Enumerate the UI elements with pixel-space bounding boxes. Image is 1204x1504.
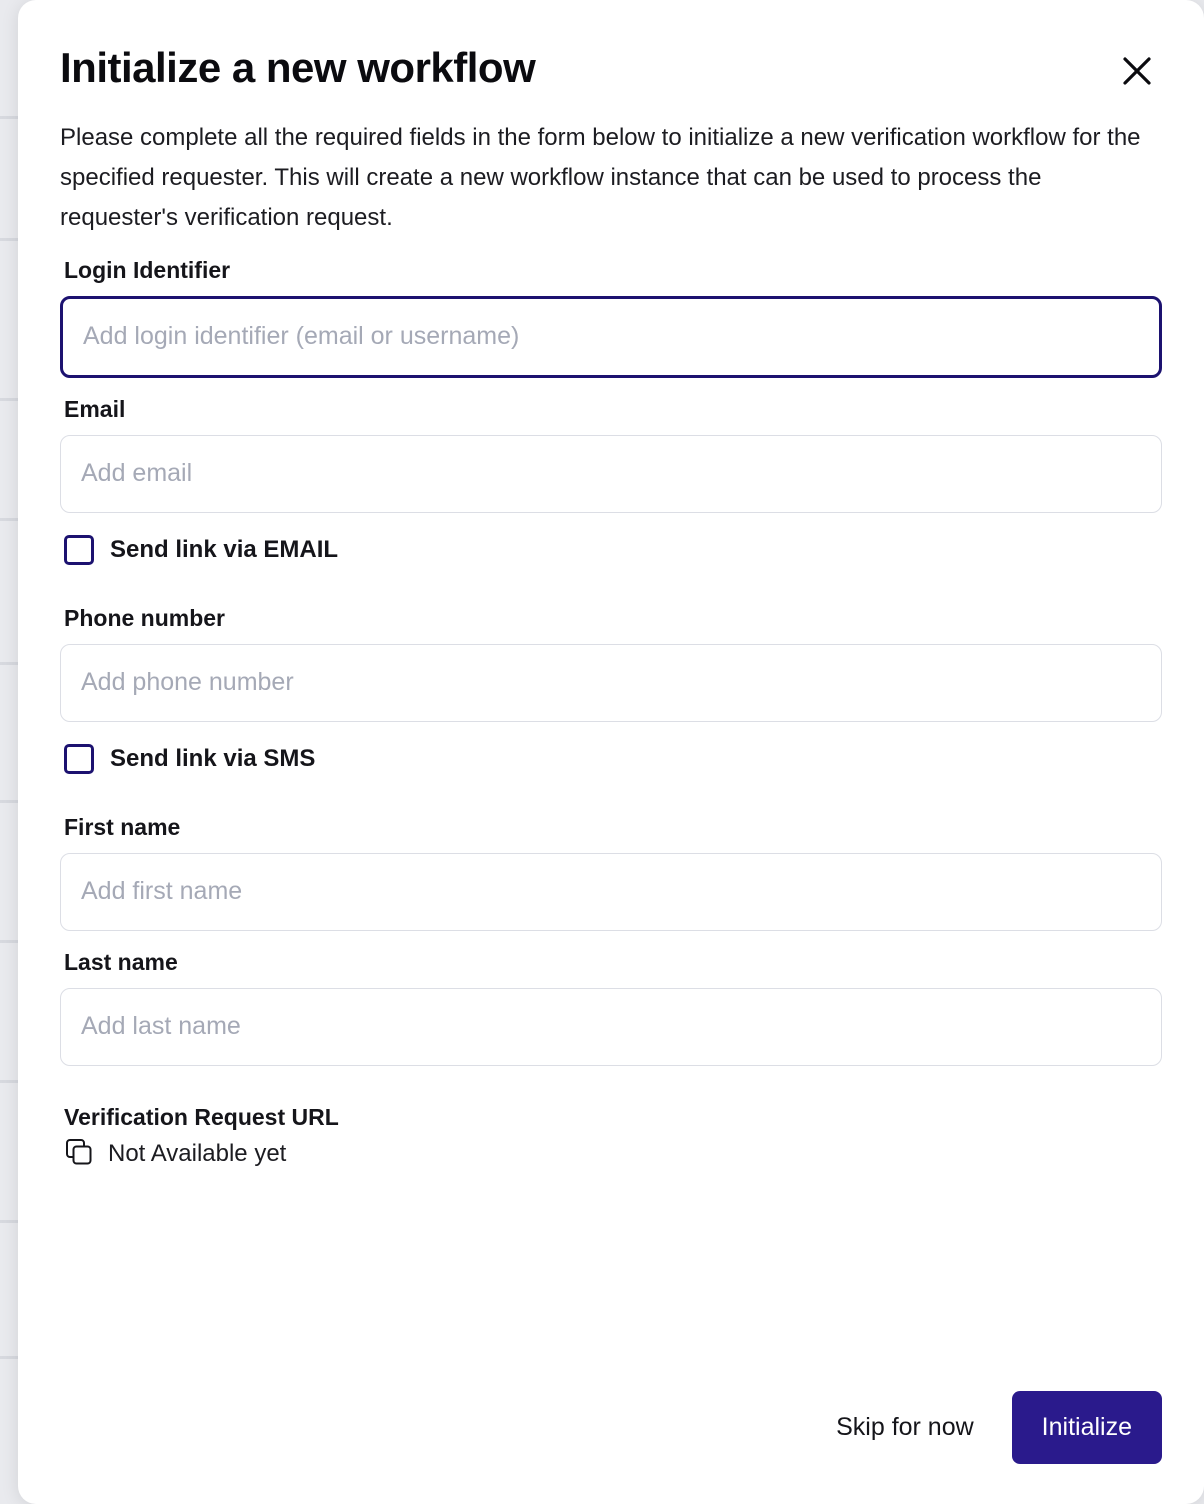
login-identifier-field xyxy=(60,257,1162,378)
send-link-sms-checkbox[interactable] xyxy=(64,744,94,774)
modal-footer xyxy=(60,1391,1162,1464)
modal-description: Please complete all the required fields in the form below to initialize a new verification workflow for the specified requester. This will create a new workflow instance that can be used to process the requester's verification request. xyxy=(60,124,1141,232)
initialize-workflow-modal xyxy=(18,0,1204,1504)
first-name-label: First name xyxy=(64,813,181,840)
send-link-email-row[interactable] xyxy=(60,535,1162,565)
send-link-sms-label: Send link via SMS xyxy=(110,744,316,772)
close-button[interactable] xyxy=(1118,52,1156,90)
verification-request-url-row xyxy=(64,1137,1162,1172)
skip-for-now-button[interactable]: Skip for now xyxy=(830,1403,980,1452)
send-link-sms-row[interactable] xyxy=(60,744,1162,774)
email-input[interactable] xyxy=(60,435,1162,513)
email-label: Email xyxy=(64,395,126,422)
phone-number-label: Phone number xyxy=(64,604,226,631)
first-name-input[interactable] xyxy=(60,853,1162,931)
modal-header xyxy=(60,0,1162,92)
login-identifier-input[interactable] xyxy=(60,296,1162,378)
first-name-field xyxy=(60,814,1162,931)
initialize-button[interactable]: Initialize xyxy=(1012,1391,1162,1464)
last-name-input[interactable] xyxy=(60,988,1162,1066)
page-title: Initialize a new workflow xyxy=(60,44,536,91)
verification-request-url-value: Not Available yet xyxy=(108,1140,287,1168)
phone-number-input[interactable] xyxy=(60,644,1162,722)
verification-request-url-section xyxy=(60,1104,1162,1172)
last-name-label: Last name xyxy=(64,948,178,975)
login-identifier-label: Login Identifier xyxy=(64,256,231,283)
copy-icon[interactable] xyxy=(64,1137,94,1172)
phone-number-field xyxy=(60,605,1162,722)
send-link-email-checkbox[interactable] xyxy=(64,535,94,565)
email-field xyxy=(60,396,1162,513)
last-name-field xyxy=(60,949,1162,1066)
close-icon xyxy=(1118,78,1156,93)
send-link-email-label: Send link via EMAIL xyxy=(110,535,339,563)
verification-request-url-label: Verification Request URL xyxy=(64,1103,339,1130)
